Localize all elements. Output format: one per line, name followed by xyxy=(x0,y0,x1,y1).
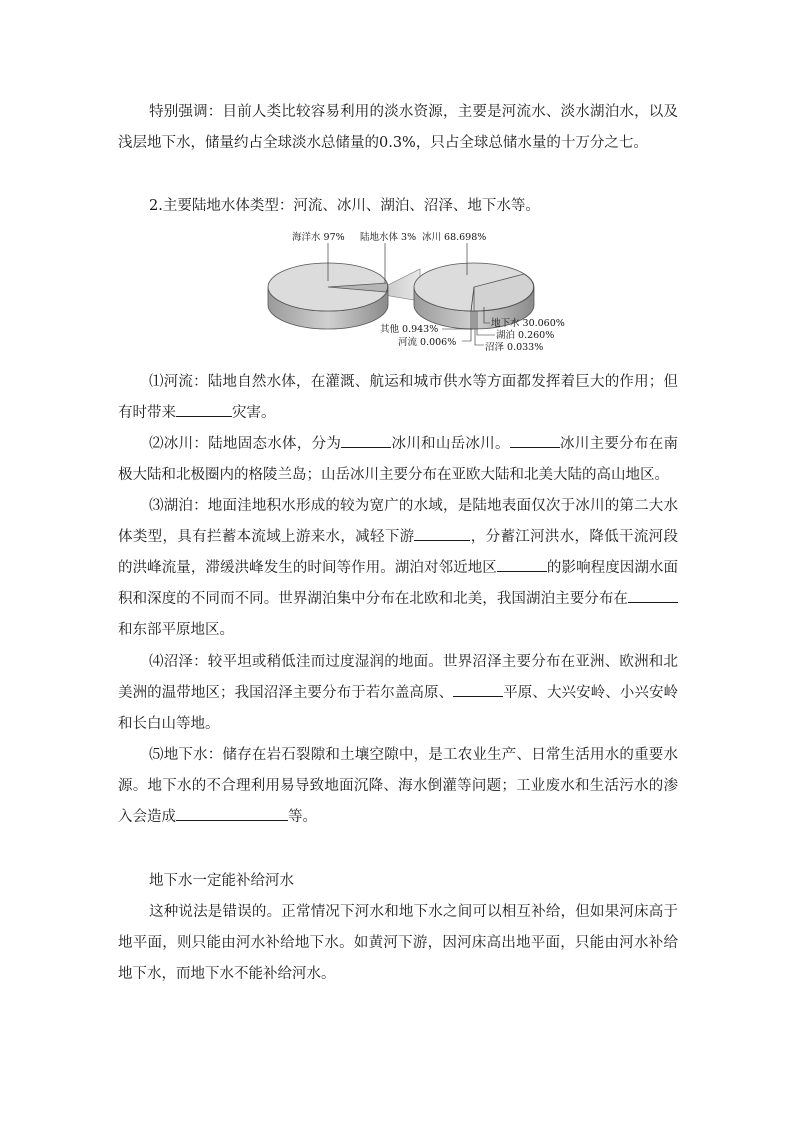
item-glacier-text-1: ⑵冰川：陆地固态水体，分为 xyxy=(149,436,342,452)
item-swamp xyxy=(118,647,678,740)
item-river xyxy=(118,367,678,429)
answer-blank-lake-3[interactable] xyxy=(628,588,678,603)
item-swamp-text-2: 平原、大兴安岭、小兴安岭和长白山等地。 xyxy=(118,685,679,732)
label-groundwater: 地下水 30.060% xyxy=(491,318,565,329)
answer-blank-glacier-1[interactable] xyxy=(341,433,391,448)
label-lake: 湖泊 0.260% xyxy=(496,330,555,341)
item-lake-text-4: 和东部平原地区。 xyxy=(118,622,234,638)
item-glacier xyxy=(118,429,678,491)
item-lake-text-2: ，分蓄江河洪水，降低干流河段的洪峰流量，滞缓洪峰发生的时间等作用。湖泊对邻近地区 xyxy=(118,529,678,576)
label-land: 陆地水体 3% xyxy=(360,232,417,243)
item-groundwater xyxy=(118,740,678,833)
section-2-heading: 2.主要陆地水体类型：河流、冰川、湖泊、沼泽、地下水等。 xyxy=(149,198,540,214)
item-lake xyxy=(118,491,678,646)
item-glacier-text-2: 冰川和山岳冰川。 xyxy=(391,436,510,452)
item-glacier-text-3: 冰川主要分布在南极大陆和北极圈内的格陵兰岛；山岳冰川主要分布在亚欧大陆和北美大陆的高山地区。 xyxy=(118,436,679,483)
water-distribution-figure xyxy=(262,225,574,355)
item-swamp-text-1: ⑷沼泽：较平坦或稍低洼而过度湿润的地面。世界沼泽主要分布在亚洲、欧洲和北美洲的温带地区；我国沼泽主要分布于若尔盖高原、 xyxy=(118,654,678,701)
label-other: 其他 0.943% xyxy=(380,324,439,335)
emphasis-paragraph: 特别强调：目前人类比较容易利用的淡水资源，主要是河流水、淡水湖泊水，以及浅层地下水，储量约占全球淡水总储量的0.3%，只占全球总储水量的十万分之七。 xyxy=(118,104,678,151)
answer-blank-groundwater[interactable] xyxy=(176,806,288,821)
item-lake-text-1: ⑶湖泊：地面洼地积水形成的较为宽广的水域，是陆地表面仅次于冰川的第二大水体类型，具有拦蓄本流域上游来水，减轻下游 xyxy=(118,498,678,545)
item-river-text: ⑴河流：陆地自然水体，在灌溉、航运和城市供水等方面都发挥着巨大的作用；但有时带来 xyxy=(118,374,678,421)
pie-charts-svg xyxy=(262,225,574,355)
note-body: 这种说法是错误的。正常情况下河水和地下水之间可以相互补给，但如果河床高于地平面，则只能由河水补给地下水。如黄河下游，因河床高出地平面，只能由河水补给地下水，而地下水不能补给河水。 xyxy=(118,904,678,982)
answer-blank-lake-1[interactable] xyxy=(414,526,470,541)
item-lake-text-3: 的影响程度因湖水面积和深度的不同而不同。世界湖泊集中分布在北欧和北美，我国湖泊主要分布在 xyxy=(118,560,679,607)
label-river: 河流 0.006% xyxy=(398,337,457,348)
label-glacier: 冰川 68.698% xyxy=(422,232,487,243)
label-swamp: 沼泽 0.033% xyxy=(485,342,544,353)
answer-blank-river[interactable] xyxy=(176,402,232,417)
item-river-text-end: 灾害。 xyxy=(232,405,276,421)
answer-blank-swamp[interactable] xyxy=(453,682,503,697)
note-title: 地下水一定能补给河水 xyxy=(149,873,294,889)
label-ocean: 海洋水 97% xyxy=(292,232,345,243)
answer-blank-glacier-2[interactable] xyxy=(510,433,560,448)
item-groundwater-text-2: 等。 xyxy=(288,809,317,825)
item-groundwater-text-1: ⑸地下水：储存在岩石裂隙和土壤空隙中，是工农业生产、日常生活用水的重要水源。地下水的不合理利用易导致地面沉降、海水倒灌等问题；工业废水和生活污水的渗入会造成 xyxy=(118,747,678,825)
answer-blank-lake-2[interactable] xyxy=(497,557,547,572)
